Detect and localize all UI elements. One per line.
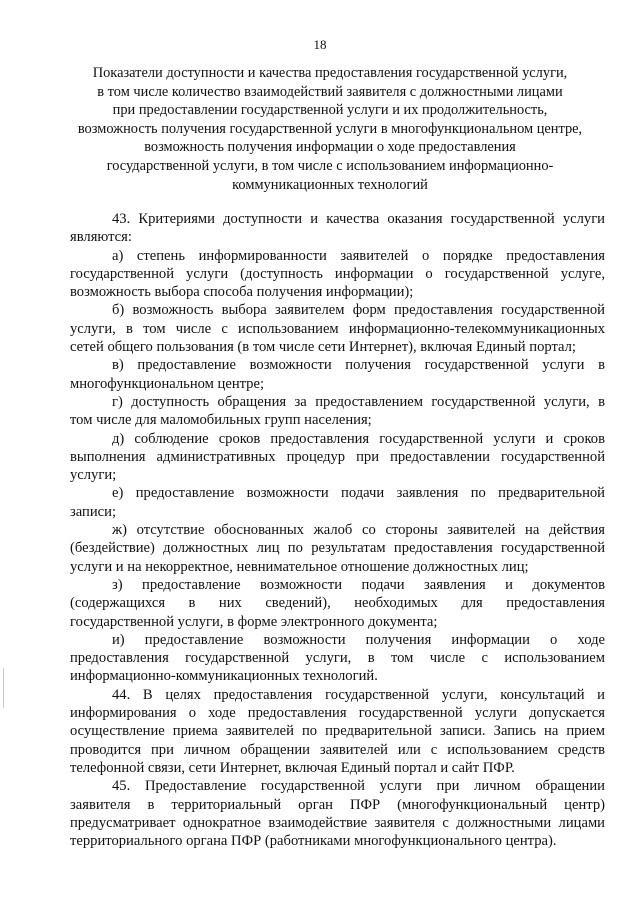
text-line: услуги, в том числе с использованием информационно-телекоммуникационных (70, 320, 605, 337)
paragraph-43-zh (70, 521, 605, 576)
text-line: осуществление приема заявителей по предварительной записи. Запись на прием (70, 723, 605, 740)
paragraph-43-v (70, 356, 605, 393)
text-line: е) предоставление возможности подачи заявления по предварительной (112, 485, 605, 502)
paragraph-43-i (70, 631, 605, 686)
text-line: проводится при личном обращении заявителей или с использованием средств (70, 741, 605, 758)
text-line: 45. Предоставление государственной услуги при личном обращении (112, 778, 605, 795)
heading-line: при предоставлении государственной услуги и их продолжительность, (112, 102, 548, 119)
heading-line: возможность получения информации о ходе предоставления (144, 139, 516, 156)
heading-line: государственной услуги, в том числе с использованием информационно- (106, 157, 554, 174)
text-line: записи; (70, 503, 117, 520)
text-line: государственной услуги (доступность информации о государственной услуге, (70, 265, 605, 282)
text-line: а) степень информированности заявителей о порядке предоставления (112, 247, 605, 264)
text-line: государственной услуги, в форме электронного документа; (70, 613, 438, 630)
heading-line: коммуникационных технологий (232, 176, 428, 193)
text-line: в) предоставление возможности получения государственной услуги в (112, 357, 605, 374)
text-line: том числе для маломобильных групп населения; (70, 412, 372, 429)
text-line: многофункциональном центре; (70, 375, 265, 392)
text-line: возможность выбора способа получения информации); (70, 284, 414, 301)
text-line: 44. В целях предоставления государственной услуги, консультаций и (112, 686, 605, 703)
paragraph-43-g (70, 393, 605, 430)
text-line: сетей общего пользования (в том числе сети Интернет), включая Единый портал; (70, 339, 576, 356)
text-line: б) возможность выбора заявителем форм предоставления государственной (112, 302, 605, 319)
text-line: г) доступность обращения за предоставлением государственной услуги, в (112, 393, 605, 410)
paragraph-43 (70, 210, 605, 247)
text-line: д) соблюдение сроков предоставления государственной услуги и сроков (112, 430, 605, 447)
text-line: 43. Критериями доступности и качества оказания государственной услуги (112, 211, 605, 227)
text-line: услуги; (70, 467, 117, 484)
paragraph-43-b (70, 301, 605, 356)
text-line: информационно-коммуникационных технологий. (70, 668, 378, 685)
text-line: являются: (70, 229, 132, 246)
paragraph-43-a (70, 247, 605, 302)
text-line: выполнения административных процедур при предоставлении государственной (70, 448, 605, 465)
text-line: (бездействие) должностных лиц по результатам предоставления государственной (70, 540, 605, 557)
text-line: территориального органа ПФР (работниками многофункционального центра). (70, 833, 557, 850)
text-line: информирования о ходе предоставления государственной услуги допускается (70, 705, 605, 722)
text-line: предоставления государственной услуги, в том числе с использованием (70, 650, 605, 667)
heading-line: в том числе количество взаимодействий заявителя с должностными лицами (97, 83, 563, 100)
text-line: телефонной связи, сети Интернет, включая Единый портал и сайт ПФР. (70, 759, 515, 776)
paragraph-43-z (70, 576, 605, 631)
paragraph-44 (70, 686, 605, 777)
page-number: 18 (313, 37, 327, 52)
text-line: услуги и на некорректное, невнимательное отношение должностных лиц; (70, 558, 529, 575)
heading-line: возможность получения государственной услуги в многофункциональном центре, (77, 120, 583, 137)
document-body (70, 210, 605, 850)
text-line: и) предоставление возможности получения информации о ходе (112, 631, 605, 648)
paragraph-45 (70, 777, 605, 850)
section-heading (60, 64, 600, 194)
heading-line: Показатели доступности и качества предоставления государственной услуги, (92, 65, 568, 81)
text-line: предусматривает однократное взаимодействие заявителя с должностными лицами (70, 814, 605, 831)
paragraph-43-d (70, 430, 605, 485)
text-line: з) предоставление возможности подачи заявления и документов (112, 576, 605, 593)
text-line: заявителя в территориальный орган ПФР (многофункциональный центр) (70, 796, 605, 813)
text-line: (содержащихся в них сведений), необходимых для предоставления (70, 595, 605, 612)
text-line: ж) отсутствие обоснованных жалоб со стороны заявителей на действия (112, 522, 605, 539)
scan-margin-mark (3, 668, 4, 708)
paragraph-43-e (70, 484, 605, 521)
